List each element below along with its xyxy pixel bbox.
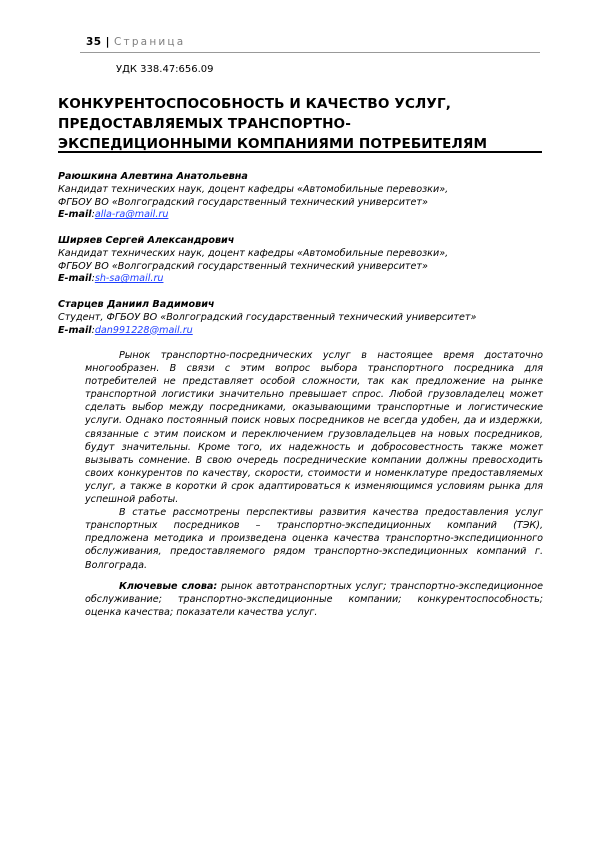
header-rule [80,52,540,53]
page-header [86,36,185,48]
author-block [58,171,548,222]
title-rule [58,151,542,153]
author-affiliation: ФГБОУ ВО «Волгоградский государственный технический университет» [58,196,428,208]
author-affiliation: Кандидат технических наук, доцент кафедры «Автомобильные перевозки», [58,183,449,195]
title-line: КОНКУРЕНТОСПОСОБНОСТЬ И КАЧЕСТВО УСЛУГ, [58,96,452,112]
udk-code: УДК 338.47:656.09 [116,64,214,75]
abstract-paragraph: В статье рассмотрены перспективы развития качества предоставления услуг транспортных посредников – транспортно-экспедиционных компаний (ТЭК), предложена методика и произведена оценка качества транспортно-экспедиционного обслуживания, предоставляемого рядом транспортно-экспедиционных компаний г. Волгограда. [85,507,543,571]
email-label: E-mail [58,273,92,285]
email-link[interactable]: dan991228@mail.ru [94,324,193,336]
email-label: E-mail [58,324,92,336]
page-number: 35 [86,36,102,48]
email-link[interactable]: sh-sa@mail.ru [94,273,164,285]
author-name: Ширяев Сергей Александрович [58,235,235,246]
page-word: Страница [113,36,186,48]
author-affiliation: Студент, ФГБОУ ВО «Волгоградский государственный технический университет» [58,311,477,323]
keywords-label: Ключевые слова: [119,581,218,592]
author-name: Старцев Даниил Вадимович [58,299,215,310]
article-title [58,94,548,154]
email-separator: : [91,273,95,285]
title-line: ПРЕДОСТАВЛЯЕМЫХ ТРАНСПОРТНО- [58,116,351,132]
author-email-row [58,209,548,222]
keywords [85,580,543,619]
author-name: Раюшкина Алевтина Анатольевна [58,171,248,182]
author-affiliation: ФГБОУ ВО «Волгоградский государственный технический университет» [58,260,428,272]
author-block [58,235,548,286]
email-separator: : [91,209,95,221]
author-block [58,299,548,337]
abstract [85,349,543,572]
email-label: E-mail [58,209,92,221]
header-separator: | [105,36,110,48]
author-affiliation: Кандидат технических наук, доцент кафедры «Автомобильные перевозки», [58,247,449,259]
abstract-paragraph: Рынок транспортно-посреднических услуг в настоящее время достаточно многообразен. В связи с этим вопрос выбора транспортного посредника для потребителей не представляет особой сложности, так как предложение на рынке транспортной логистики значительно превышает спрос. Любой грузовладелец может сделать выбор между посредниками, оказывающими транспортные и логистические услуги. Однако постоянный поиск новых посредников не всегда удобен, да и издержки, связанные с этим поиском и переключением грузовладельцев на новых посредников, будут значительны. Кроме того, их надежность и добросовестность также может вызывать сомнение. В свою очередь посреднические компании должны превосходить своих конкурентов по качеству, скорости, стоимости и номенклатуре предоставляемых услуг, а также в коротки й срок адаптироваться к изменяющимся условиям рынка для успешной работы. [85,350,543,506]
keywords-text: рынок автотранспортных услуг; транспортно-экспедиционное обслуживание; транспортно-экспедиционные компании; конкурентоспособность; оценка качества; показатели качества услуг. [85,581,543,619]
author-email-row [58,273,548,286]
author-email-row [58,325,548,338]
email-link[interactable]: alla-ra@mail.ru [94,209,169,221]
email-separator: : [91,324,95,336]
title-line: ЭКСПЕДИЦИОННЫМИ КОМПАНИЯМИ ПОТРЕБИТЕЛЯМ [58,136,488,152]
